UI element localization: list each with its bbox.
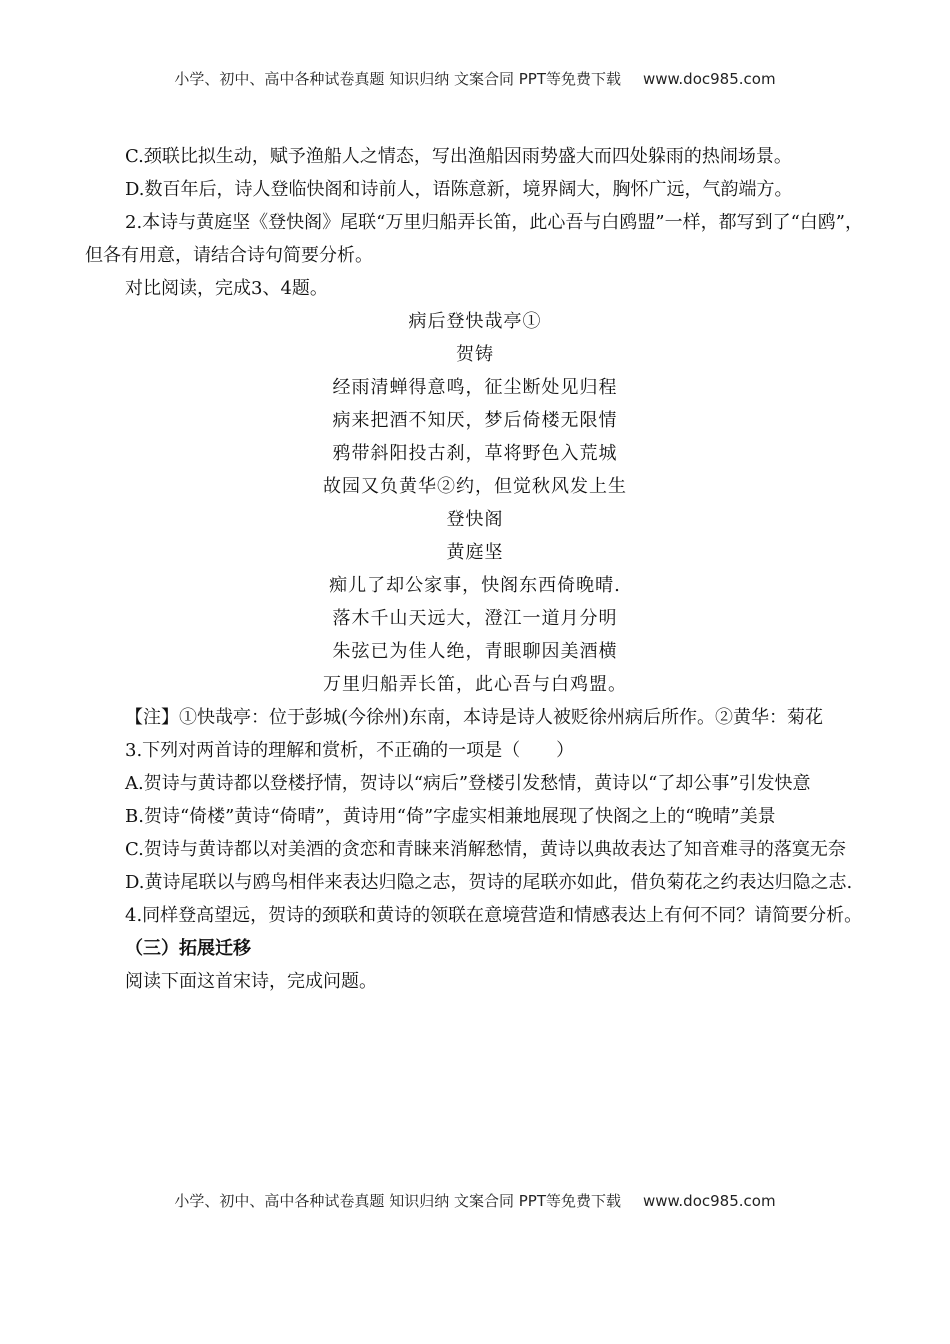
- poem1-author: 贺铸: [456, 344, 494, 365]
- option-c-line: C.颈联比拟生动，赋予渔船人之情态，写出渔船因雨势盛大而四处躲雨的热闹场景。: [125, 146, 792, 167]
- question-2: 2.本诗与黄庭坚《登快阁》尾联“万里归船弄长笛，此心吾与白鸥盟”一样，都写到了“白鸥”，但各有用意，请结合诗句简要分析。: [85, 212, 863, 266]
- document-body: [85, 140, 865, 998]
- poem2-title: 登快阁: [446, 509, 504, 530]
- option-b: B.贺诗“倚楼”黄诗“倚晴”，黄诗用“倚”字虚实相兼地展现了快阁之上的“晚晴”美景: [125, 806, 776, 827]
- option-d-line: D.数百年后，诗人登临快阁和诗前人，语陈意新，境界阔大，胸怀广远，气韵端方。: [125, 179, 793, 200]
- poem1-line: 故园又负黄华②约，但觉秋风发上生: [323, 476, 627, 497]
- poem1-line: 病来把酒不知厌，梦后倚楼无限情: [332, 410, 618, 431]
- footer-url[interactable]: www.doc985.com: [642, 1192, 776, 1210]
- footer-text: 小学、初中、高中各种试卷真题 知识归纳 文案合同 PPT等免费下载: [174, 1192, 621, 1210]
- option-a: A.贺诗与黄诗都以登楼抒情，贺诗以“病后”登楼引发愁情，黄诗以“了却公事”引发快意: [125, 773, 811, 794]
- poem1-title: 病后登快哉亭①: [408, 311, 542, 332]
- poem2-author: 黄庭坚: [446, 542, 504, 563]
- section-heading: （三）拓展迁移: [125, 938, 251, 959]
- poem2-line: 万里归船弄长笛，此心吾与白鸡盟。: [323, 674, 627, 695]
- comparison-intro: 对比阅读，完成3、4题。: [125, 278, 328, 299]
- question-3: 3.下列对两首诗的理解和赏析，不正确的一项是（ ）: [125, 740, 575, 761]
- poem2-line: 落木千山天远大，澄江一道月分明: [332, 608, 618, 629]
- page-header: [0, 68, 950, 89]
- poem1-line: 经雨清蝉得意鸣，征尘断处见归程: [332, 377, 618, 398]
- annotation-note: 【注】①快哉亭：位于彭城(今徐州)东南，本诗是诗人被贬徐州病后所作。②黄华：菊花: [125, 707, 824, 728]
- poem2-line: 痴儿了却公家事，快阁东西倚晚晴.: [329, 575, 621, 596]
- option-c: C.贺诗与黄诗都以对美酒的贪恋和青睐来消解愁情，黄诗以典故表达了知音难寻的落寞无奈: [125, 839, 846, 860]
- poem2-line: 朱弦已为佳人绝，青眼聊因美酒横: [332, 641, 618, 662]
- reading-instruction: 阅读下面这首宋诗，完成问题。: [125, 971, 377, 992]
- option-d: D.黄诗尾联以与鸥鸟相伴来表达归隐之志，贺诗的尾联亦如此，借负菊花之约表达归隐之志.: [125, 872, 853, 893]
- header-text: 小学、初中、高中各种试卷真题 知识归纳 文案合同 PPT等免费下载: [174, 70, 621, 88]
- page-footer: [0, 1190, 950, 1211]
- question-4: 4.同样登高望远，贺诗的颈联和黄诗的领联在意境营造和情感表达上有何不同？请简要分析。: [125, 905, 863, 926]
- header-url[interactable]: www.doc985.com: [642, 70, 776, 88]
- poem1-line: 鸦带斜阳投古刹，草将野色入荒城: [332, 443, 618, 464]
